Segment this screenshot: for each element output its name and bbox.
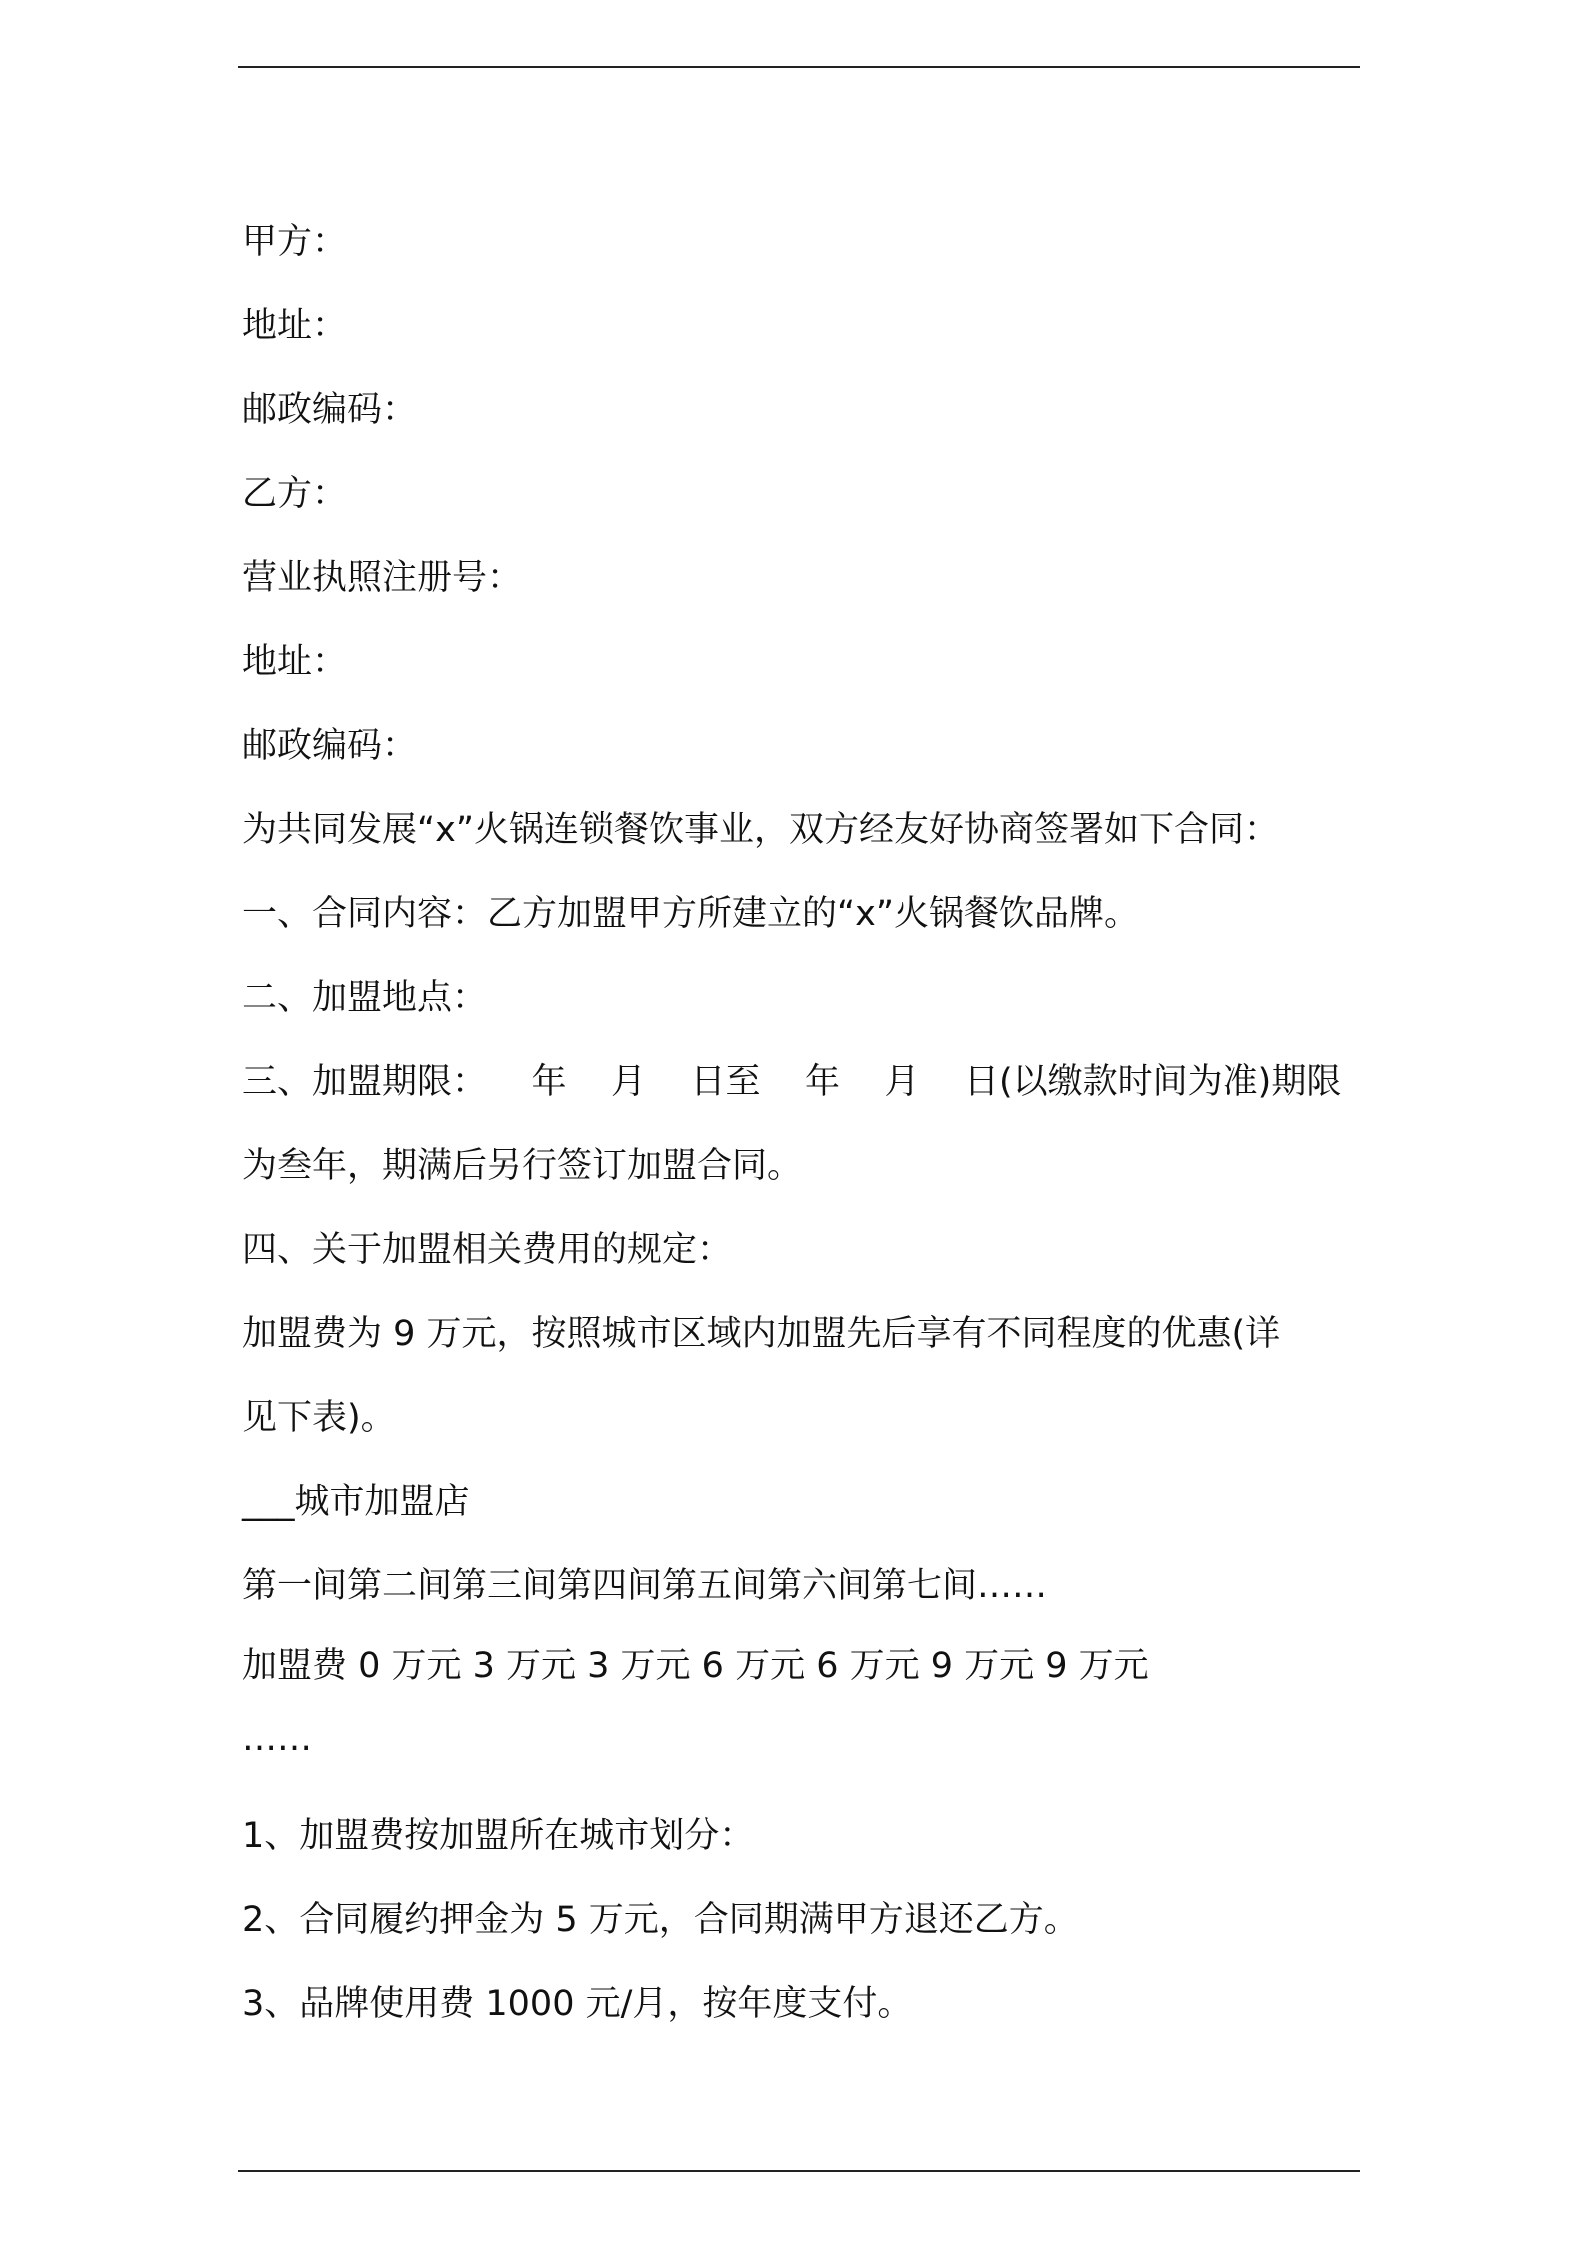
item-1-fee-division: 1、加盟费按加盟所在城市划分： bbox=[242, 1816, 755, 1856]
clause-4-fee-rules: 四、关于加盟相关费用的规定： bbox=[242, 1230, 733, 1270]
fee-schedule-row: 加盟费 0 万元 3 万元 3 万元 6 万元 6 万元 9 万元 9 万元 bbox=[242, 1646, 1149, 1686]
franchise-fee-text-line: 加盟费为 9 万元，按照城市区域内加盟先后享有不同程度的优惠(详 bbox=[242, 1314, 1281, 1354]
header-rule bbox=[238, 66, 1360, 68]
franchise-fee-text-line: 见下表)。 bbox=[242, 1398, 396, 1438]
footer-rule bbox=[238, 2170, 1360, 2172]
postcode-label: 邮政编码： bbox=[242, 726, 418, 766]
clause-1-contract-content: 一、合同内容：乙方加盟甲方所建立的“x”火锅餐饮品牌。 bbox=[242, 894, 1139, 934]
clause-2-franchise-location: 二、加盟地点： bbox=[242, 978, 488, 1018]
contract-preamble: 为共同发展“x”火锅连锁餐饮事业，双方经友好协商签署如下合同： bbox=[242, 810, 1279, 850]
party-b-label: 乙方： bbox=[242, 474, 348, 514]
city-store-heading: ___城市加盟店 bbox=[242, 1482, 470, 1522]
address-label: 地址： bbox=[242, 642, 348, 682]
clause-3-term-line: 为叁年，期满后另行签订加盟合同。 bbox=[242, 1146, 803, 1186]
business-license-label: 营业执照注册号： bbox=[242, 558, 523, 598]
postcode-label: 邮政编码： bbox=[242, 390, 418, 430]
contract-body bbox=[242, 200, 1362, 2046]
clause-3-term-line: 三、加盟期限： 年 月 日至 年 月 日(以缴款时间为准)期限 bbox=[242, 1062, 1342, 1102]
item-2-deposit: 2、合同履约押金为 5 万元，合同期满甲方退还乙方。 bbox=[242, 1900, 1079, 1940]
ellipsis: …… bbox=[242, 1719, 312, 1759]
party-a-label: 甲方： bbox=[242, 222, 348, 262]
address-label: 地址： bbox=[242, 306, 348, 346]
item-3-brand-fee: 3、品牌使用费 1000 元/月，按年度支付。 bbox=[242, 1984, 913, 2024]
store-order-row: 第一间第二间第三间第四间第五间第六间第七间…… bbox=[242, 1566, 1048, 1606]
